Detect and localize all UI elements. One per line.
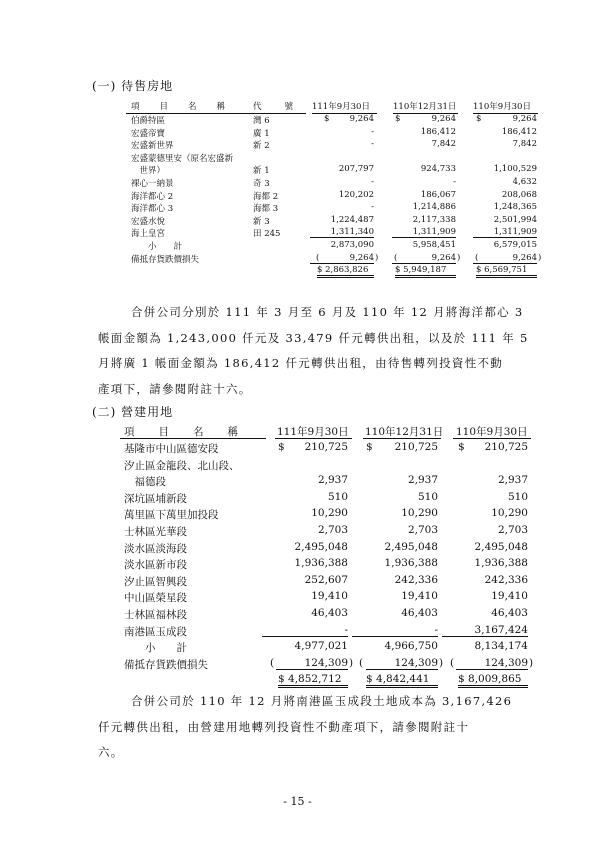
row-label: 南港區玉成段 [124, 625, 187, 638]
row-label: 伯爵特區 [131, 116, 166, 126]
header-underline [363, 438, 441, 439]
row-code: 新 2 [253, 141, 270, 152]
value-cell: 208,068 [501, 189, 537, 200]
column-header-item: 項 目 名 稱 [124, 426, 239, 438]
section-title-1: (一) 待售房地 [92, 79, 174, 93]
paren-open: ( [450, 656, 455, 669]
value-cell: 210,725 [304, 441, 348, 453]
value-cell: 9,264 [349, 114, 374, 124]
value-cell: 2,937 [497, 474, 528, 487]
value-cell: 5,958,451 [412, 240, 456, 250]
value-cell: 2,703 [407, 524, 438, 536]
value-cell: 124,309 [366, 657, 438, 670]
value-cell: 2,495,048 [384, 540, 438, 553]
row-label: 士林區福林段 [124, 609, 187, 621]
value-cell: 9,264 [392, 253, 456, 264]
value-cell: 9,264 [431, 114, 456, 124]
value-cell: 2,703 [497, 524, 528, 536]
value-cell: - [371, 139, 374, 150]
column-header-c3: 110年9月30日 [456, 426, 528, 438]
paren-close: ) [439, 656, 444, 669]
paren-open: ( [359, 656, 364, 669]
total-cell: $ 8,009,865 [458, 673, 528, 688]
value-cell: 1,936,388 [294, 557, 348, 570]
value-cell: 1,100,529 [493, 164, 537, 175]
column-header-c1: 111年9月30日 [277, 426, 349, 438]
paren-close: ) [375, 252, 379, 263]
row-label: 淡水區新市段 [124, 559, 187, 572]
section-title-2: (二) 營建用地 [92, 405, 174, 419]
value-cell: - [453, 177, 456, 187]
dollar-sign: $ [278, 441, 285, 453]
row-label: 小 計 [131, 242, 183, 252]
value-cell: 186,412 [420, 126, 456, 137]
value-cell: 1,248,365 [493, 202, 537, 213]
total-cell: $ 2,863,826 [317, 265, 374, 278]
row-label: 士林區光華段 [124, 526, 187, 538]
value-cell: - [262, 624, 348, 637]
paragraph-line: 六。 [98, 745, 124, 759]
header-underline [275, 438, 352, 439]
value-cell: 9,264 [512, 114, 537, 124]
value-cell: 210,725 [394, 441, 438, 453]
row-label: 淡水區淡海段 [124, 542, 187, 555]
row-label: 海洋都心 3 [131, 204, 174, 215]
value-cell: 4,977,021 [294, 640, 348, 653]
paragraph-line: 合併公司分別於 111 年 3 月至 6 月及 110 年 12 月將海洋都心 3 [131, 305, 524, 319]
row-label: 海上皇宮 [131, 229, 166, 240]
paren-open: ( [316, 252, 320, 263]
row-code: 奇 3 [253, 179, 270, 189]
value-cell: 1,214,886 [412, 202, 456, 213]
value-cell: 124,309 [456, 657, 528, 670]
dollar-sign: $ [366, 441, 373, 453]
paragraph-line: 產項下，請參閱附註十六。 [98, 381, 252, 396]
column-header-item: 項 目 名 稱 [131, 102, 227, 112]
value-cell: - [371, 126, 374, 137]
row-code: 海都 2 [253, 191, 279, 202]
value-cell: 46,403 [491, 607, 528, 619]
value-cell: 19,410 [311, 590, 348, 603]
row-label: 裸心一納景 [131, 179, 174, 189]
value-cell: 6,579,015 [493, 240, 537, 250]
value-cell: 510 [417, 490, 438, 503]
value-cell: 1,311,909 [473, 227, 537, 238]
row-code: 田 245 [253, 229, 281, 240]
total-cell: $ 5,949,187 [395, 265, 456, 278]
value-cell: 10,290 [311, 507, 348, 520]
row-label: 深坑區埔新段 [124, 492, 187, 505]
row-label: 世界） [131, 166, 166, 177]
row-label: 宏盛水悅 [131, 216, 166, 227]
paren-open: ( [270, 656, 275, 669]
value-cell: 510 [327, 490, 348, 503]
value-cell: 2,495,048 [294, 540, 348, 553]
dollar-sign: $ [324, 114, 330, 124]
page-number: - 15 - [283, 795, 312, 808]
value-cell: 120,202 [338, 189, 374, 200]
value-cell: 124,309 [276, 657, 348, 670]
value-cell: 252,607 [304, 573, 348, 586]
value-cell: 2,937 [317, 474, 348, 487]
value-cell: 210,725 [484, 441, 528, 453]
row-code: 灣 6 [253, 116, 270, 126]
row-label: 宏盛新世界 [131, 141, 174, 152]
value-cell: 3,167,424 [442, 624, 528, 637]
value-cell: 9,264 [473, 253, 537, 264]
value-cell: 2,495,048 [474, 540, 528, 553]
value-cell: 242,336 [484, 573, 528, 586]
paren-close: ) [349, 656, 354, 669]
value-cell: 8,134,174 [474, 640, 528, 653]
column-header-c2: 110年12月31日 [393, 102, 457, 112]
value-cell: 2,937 [407, 474, 438, 487]
value-cell: 186,067 [420, 189, 456, 200]
row-code: 海都 3 [253, 204, 279, 215]
value-cell: 1,936,388 [384, 557, 438, 570]
column-header-code: 代 號 [253, 102, 296, 112]
row-label: 備抵存貨跌價損失 [131, 254, 200, 265]
value-cell: 46,403 [401, 607, 438, 619]
paragraph-line: 月將廣 1 帳面金額為 186,412 仟元轉供出租，由待售轉列投資性不動 [98, 356, 504, 370]
header-underline [453, 438, 531, 439]
value-cell: 1,311,340 [310, 227, 374, 238]
value-cell: - [371, 202, 374, 213]
paren-open: ( [475, 252, 479, 263]
column-header-c1: 111年9月30日 [312, 102, 370, 112]
value-cell: 10,290 [401, 507, 438, 520]
dollar-sign: $ [395, 114, 401, 124]
value-cell: 1,936,388 [474, 557, 528, 570]
value-cell: 7,842 [512, 139, 537, 150]
row-label: 汐止區智興段 [124, 575, 187, 588]
value-cell: - [352, 624, 438, 637]
row-code: 新 1 [253, 166, 270, 177]
value-cell: 19,410 [491, 590, 528, 603]
row-label: 備抵存貨跌價損失 [124, 658, 208, 671]
paren-close: ) [538, 252, 542, 263]
paragraph-line: 仟元轉供出租，由營建用地轉列投資性不動產項下，請參閱附註十 [98, 719, 470, 734]
row-label: 基隆市中山區德安段 [124, 443, 219, 455]
value-cell: 242,336 [394, 573, 438, 586]
value-cell: - [371, 177, 374, 187]
paren-close: ) [529, 656, 534, 669]
row-code: 新 3 [253, 216, 270, 227]
total-cell: $ 4,852,712 [278, 673, 348, 688]
row-label: 宏盛帝寶 [131, 128, 166, 139]
value-cell: 510 [507, 490, 528, 503]
row-label: 中山區榮星段 [124, 592, 187, 605]
dollar-sign: $ [476, 114, 482, 124]
row-label: 福德段 [124, 476, 166, 489]
row-label: 萬里區下萬里加投段 [124, 509, 219, 522]
dollar-sign: $ [458, 441, 465, 453]
paren-close: ) [457, 252, 461, 263]
value-cell: 46,403 [311, 607, 348, 619]
value-cell: 1,224,487 [330, 214, 374, 225]
value-cell: 4,966,750 [384, 640, 438, 653]
value-cell: 2,703 [317, 524, 348, 536]
value-cell: 9,264 [310, 253, 374, 264]
value-cell: 1,311,909 [392, 227, 456, 238]
column-header-c3: 110年9月30日 [473, 102, 531, 112]
value-cell: 186,412 [501, 126, 537, 137]
value-cell: 2,501,994 [493, 214, 537, 225]
paragraph-line: 合併公司於 110 年 12 月將南港區玉成段土地成本為 3,167,426 [131, 694, 513, 708]
value-cell: 2,873,090 [330, 240, 374, 250]
row-label: 汐止區金龍段、北山段、 [124, 459, 240, 472]
value-cell: 924,733 [420, 164, 456, 175]
row-code: 廣 1 [253, 128, 270, 139]
row-label: 小 計 [124, 642, 187, 655]
value-cell: 4,632 [512, 177, 537, 187]
paren-open: ( [394, 252, 398, 263]
value-cell: 7,842 [431, 139, 456, 150]
row-label: 宏盛蒙德里安（原名宏盛新 [131, 153, 234, 164]
paragraph-line: 帳面金額為 1,243,000 仟元及 33,479 仟元轉供出租，以及於 111 年 5 [98, 330, 529, 345]
row-label: 海洋都心 2 [131, 191, 174, 202]
value-cell: 2,117,338 [412, 214, 456, 225]
value-cell: 207,797 [338, 164, 374, 175]
value-cell: 19,410 [401, 590, 438, 603]
total-cell: $ 4,842,441 [366, 673, 438, 688]
total-cell: $ 6,569,751 [476, 265, 537, 278]
header-underline [120, 438, 266, 439]
column-header-c2: 110年12月31日 [365, 426, 444, 438]
value-cell: 10,290 [491, 507, 528, 520]
